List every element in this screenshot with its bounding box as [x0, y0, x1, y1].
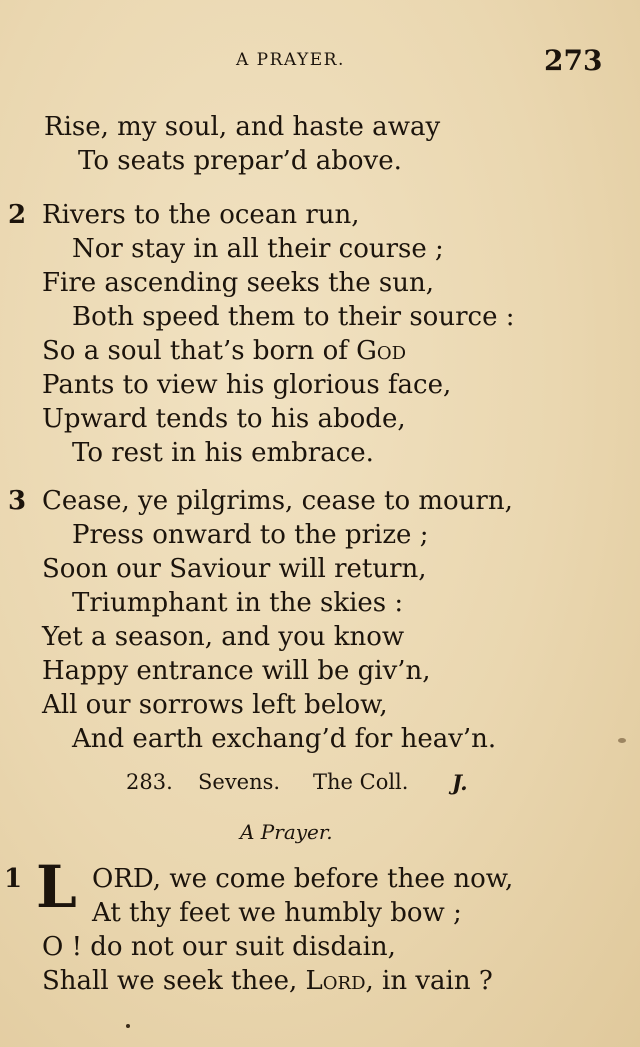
verse-line: At thy feet we humbly bow ;: [92, 898, 462, 928]
verse-text: So a soul that’s born of: [42, 336, 357, 366]
verse-line: Cease, ye pilgrims, cease to mourn,: [42, 486, 513, 516]
verse-line: To rest in his embrace.: [72, 438, 374, 468]
ink-speck: [126, 1024, 130, 1028]
stanza-number: 1: [4, 864, 23, 894]
divine-name: Lord: [305, 966, 366, 996]
hymn-tune: The Coll.: [313, 770, 409, 794]
verse-line: Press onward to the prize ;: [72, 520, 429, 550]
divine-name: God: [356, 336, 407, 366]
verse-line: All our sorrows left below,: [42, 690, 388, 720]
stanza-number: 2: [8, 200, 27, 230]
verse-line: And earth exchang’d for heav’n.: [72, 724, 497, 754]
drop-cap: L: [36, 853, 77, 921]
running-title: A PRAYER.: [236, 50, 345, 70]
hymn-number: 283.: [126, 770, 173, 794]
verse-line: Triumphant in the skies :: [72, 588, 404, 618]
hymn-meter: Sevens.: [198, 770, 281, 794]
stanza-number: 3: [8, 486, 27, 516]
verse-line: [42, 334, 406, 368]
verse-text: Shall we seek thee,: [42, 966, 306, 996]
verse-line: [42, 964, 493, 998]
verse-line: Nor stay in all their course ;: [72, 234, 444, 264]
verse-line: Rise, my soul, and haste away: [44, 112, 441, 142]
verse-line: ORD, we come before thee now,: [92, 864, 514, 894]
verse-line: Soon our Saviour will return,: [42, 554, 427, 584]
verse-line: Yet a season, and you know: [42, 622, 405, 652]
verse-line: Fire ascending seeks the sun,: [42, 268, 435, 298]
verse-text: , in vain ?: [365, 966, 493, 996]
verse-line: Upward tends to his abode,: [42, 404, 406, 434]
verse-line: O ! do not our suit disdain,: [42, 932, 396, 962]
page-number: 273: [544, 44, 603, 77]
hymn-title: A Prayer.: [240, 820, 333, 844]
hymn-author: J.: [452, 770, 468, 795]
verse-line: Rivers to the ocean run,: [42, 200, 360, 230]
verse-line: Both speed them to their source :: [72, 302, 515, 332]
verse-line: Pants to view his glorious face,: [42, 370, 452, 400]
verse-line: To seats prepar’d above.: [78, 146, 402, 176]
verse-line: Happy entrance will be giv’n,: [42, 656, 431, 686]
page-smudge: [618, 738, 626, 743]
